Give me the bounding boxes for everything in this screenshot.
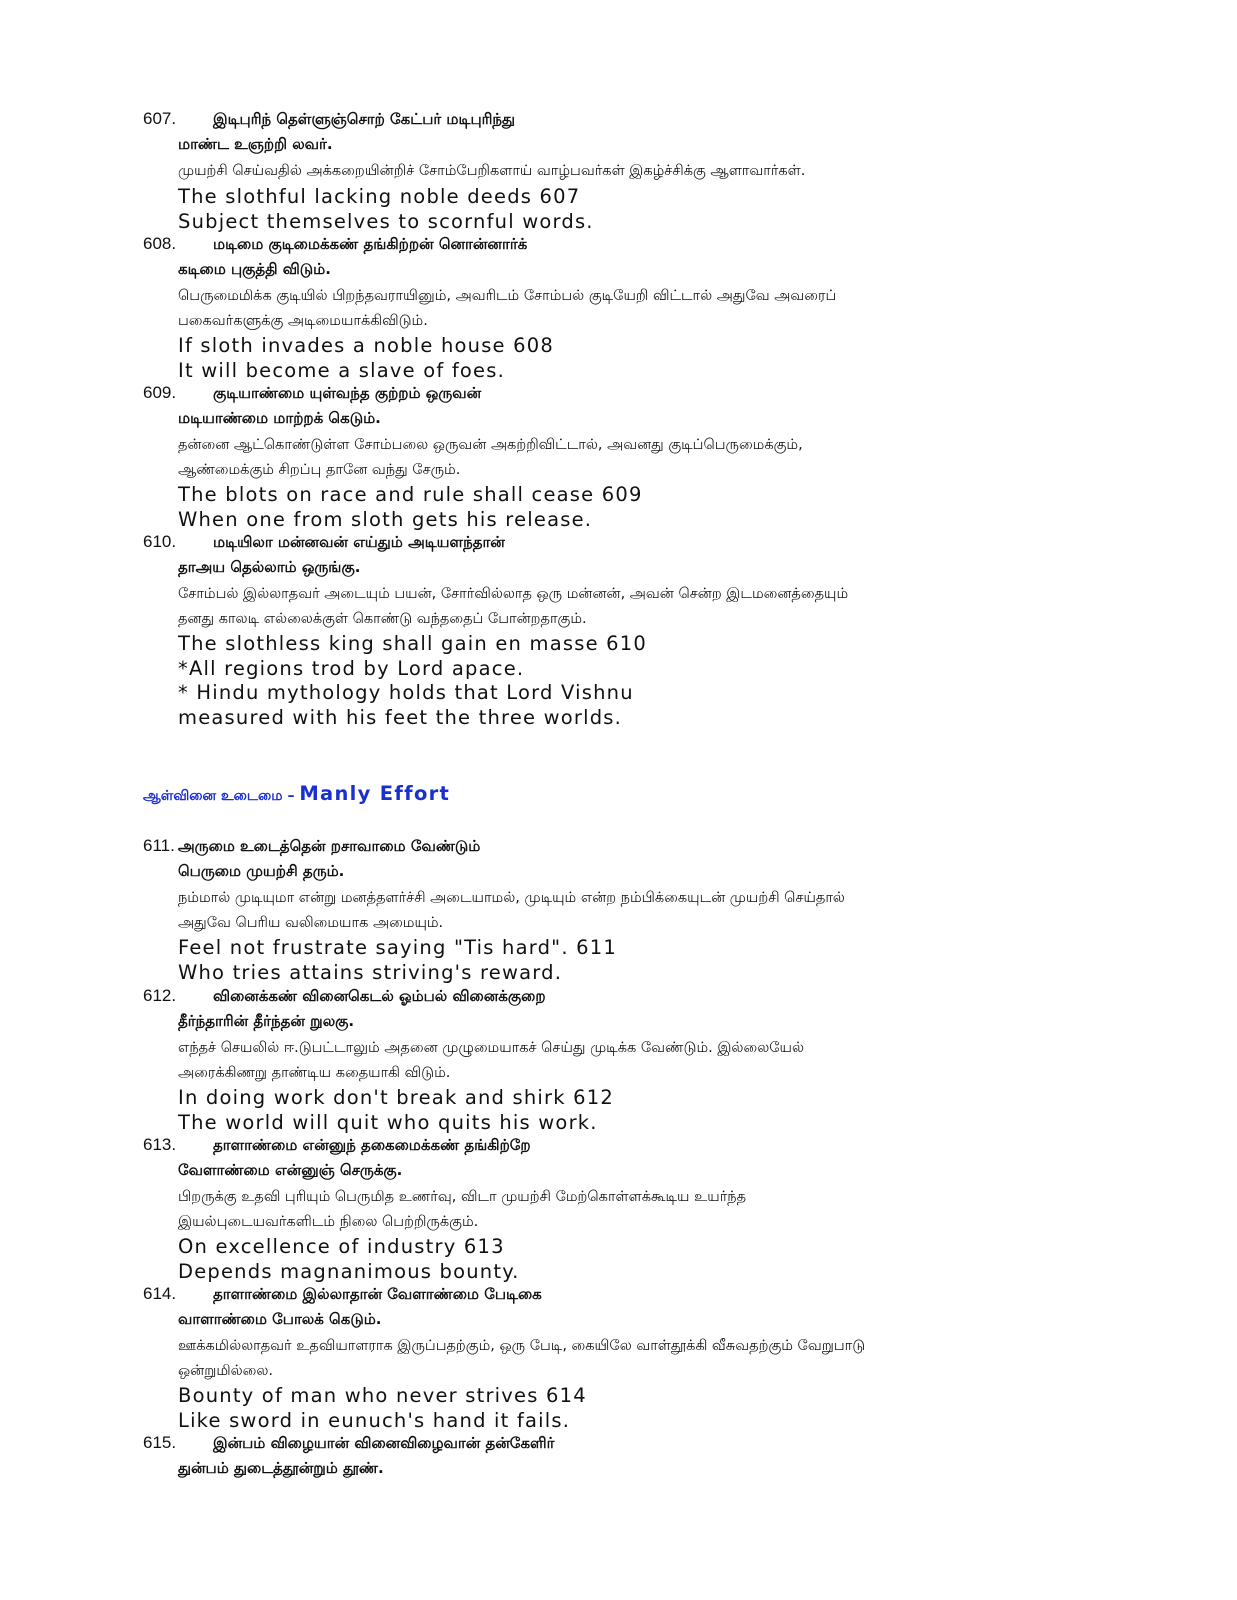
verse-number: 607.	[143, 109, 177, 128]
kural-line-2: மடியாண்மை மாற்றக் கெடும்.	[178, 409, 381, 427]
kural-line-2: தாஅய தெல்லாம் ஒருங்கு.	[178, 558, 361, 576]
verse-number: 615.	[143, 1433, 177, 1452]
english-translation: On excellence of industry 613 Depends magnanimous bounty.	[178, 1235, 520, 1283]
kural-line-1: இடிபுரிந் தெள்ளுஞ்சொற் கேட்பர் மடிபுரிந்து	[213, 110, 516, 128]
english-translation: Bounty of man who never strives 614 Like sword in eunuch's hand it fails.	[178, 1384, 587, 1432]
english-translation: Feel not frustrate saying "Tis hard". 611 Who tries attains striving's reward.	[178, 936, 617, 984]
verse-number: 613.	[143, 1135, 177, 1154]
tamil-explanation: நம்மால் முடியுமா என்று மனத்தளர்ச்சி அடையாமல், முடியும் என்ற நம்பிக்கையுடன் முயற்சி செய்தால் அதுவே பெரிய வலிமையாக அமையும்.	[178, 890, 845, 931]
chapter-separator: –	[282, 788, 300, 804]
chapter-heading	[143, 782, 450, 806]
verse-number: 608.	[143, 234, 177, 253]
tamil-explanation: எந்தச் செயலில் ஈ.டுபட்டாலும் அதனை முழுமையாகச் செய்து முடிக்க வேண்டும். இல்லையேல் அரைக்கிணறு தாண்டிய கதையாகி விடும்.	[178, 1040, 804, 1081]
english-translation: If sloth invades a noble house 608 It will become a slave of foes.	[178, 334, 554, 382]
verse-number: 609.	[143, 383, 177, 402]
kural-line-2: பெருமை முயற்சி தரும்.	[178, 862, 345, 880]
kural-line-1: குடியாண்மை யுள்வந்த குற்றம் ஒருவன்	[213, 384, 482, 402]
kural-line-1: மடிமை குடிமைக்கண் தங்கிற்றன் னொன்னார்க்	[213, 235, 528, 253]
verse-number: 614.	[143, 1284, 177, 1303]
english-translation: In doing work don't break and shirk 612 The world will quit who quits his work.	[178, 1086, 614, 1134]
tamil-explanation: சோம்பல் இல்லாதவர் அடையும் பயன், சோர்வில்லாத ஒரு மன்னன், அவன் சென்ற இடமனைத்தையும் தனது காலடி எல்லைக்குள் கொண்டு வந்ததைப் போன்றதாகும்.	[178, 586, 849, 627]
verse-number: 611.	[143, 836, 175, 855]
tamil-explanation: ஊக்கமில்லாதவர் உதவியாளராக இருப்பதற்கும், ஒரு பேடி, கையிலே வாள்தூக்கி வீசுவதற்கும் வேறுபாடு ஒன்றுமில்லை.	[178, 1338, 866, 1379]
kural-line-1: தாளாண்மை என்னுந் தகைமைக்கண் தங்கிற்றே	[213, 1136, 531, 1154]
kural-line-2: துன்பம் துடைத்தூன்றும் தூண்.	[178, 1459, 384, 1477]
verse-number: 610.	[143, 532, 177, 551]
kural-line-2: தீர்ந்தாரின் தீர்ந்தன் றுலகு.	[178, 1012, 355, 1030]
kural-line-1: வினைக்கண் வினைகெடல் ஓம்பல் வினைக்குறை	[213, 987, 546, 1005]
kural-line-1: மடியிலா மன்னவன் எய்தும் அடியளந்தான்	[213, 533, 505, 551]
tamil-explanation: பிறருக்கு உதவி புரியும் பெருமித உணர்வு, விடா முயற்சி மேற்கொள்ளக்கூடிய உயர்ந்த இயல்புடையவர்களிடம் நிலை பெற்றிருக்கும்.	[178, 1189, 747, 1230]
english-translation: The slothless king shall gain en masse 610 *All regions trod by Lord apace. * Hindu mythology holds that Lord Vishnu measured with his feet the three worlds.	[178, 632, 647, 729]
chapter-title-english: Manly Effort	[299, 782, 451, 805]
verse-number: 612.	[143, 986, 177, 1005]
english-translation: The slothful lacking noble deeds 607 Subject themselves to scornful words.	[178, 185, 594, 233]
kural-line-1: இன்பம் விழையான் வினைவிழைவான் தன்கேளிர்	[213, 1434, 555, 1452]
kural-line-1: அருமை உடைத்தென் றசாவாமை வேண்டும்	[178, 837, 481, 855]
kural-line-2: கடிமை புகுத்தி விடும்.	[178, 260, 331, 278]
kural-line-2: மாண்ட உஞற்றி லவர்.	[178, 135, 333, 153]
kural-line-2: வாளாண்மை போலக் கெடும்.	[178, 1310, 382, 1328]
chapter-title-tamil: ஆள்வினை உடைமை	[143, 788, 283, 804]
kural-line-2: வேளாண்மை என்னுஞ் செருக்கு.	[178, 1161, 403, 1179]
english-translation: The blots on race and rule shall cease 609 When one from sloth gets his release.	[178, 483, 643, 531]
tamil-explanation: முயற்சி செய்வதில் அக்கறையின்றிச் சோம்பேறிகளாய் வாழ்பவர்கள் இகழ்ச்சிக்கு ஆளாவார்கள்.	[178, 163, 806, 179]
tamil-explanation: தன்னை ஆட்கொண்டுள்ள சோம்பலை ஒருவன் அகற்றிவிட்டால், அவனது குடிப்பெருமைக்கும், ஆண்மைக்கும் சிறப்பு தானே வந்து சேரும்.	[178, 437, 803, 478]
kural-line-1: தாளாண்மை இல்லாதான் வேளாண்மை பேடிகை	[213, 1285, 542, 1303]
tamil-explanation: பெருமைமிக்க குடியில் பிறந்தவராயினும், அவரிடம் சோம்பல் குடியேறி விட்டால் அதுவே அவரைப் பகைவர்களுக்கு அடிமையாக்கிவிடும்.	[178, 288, 837, 329]
